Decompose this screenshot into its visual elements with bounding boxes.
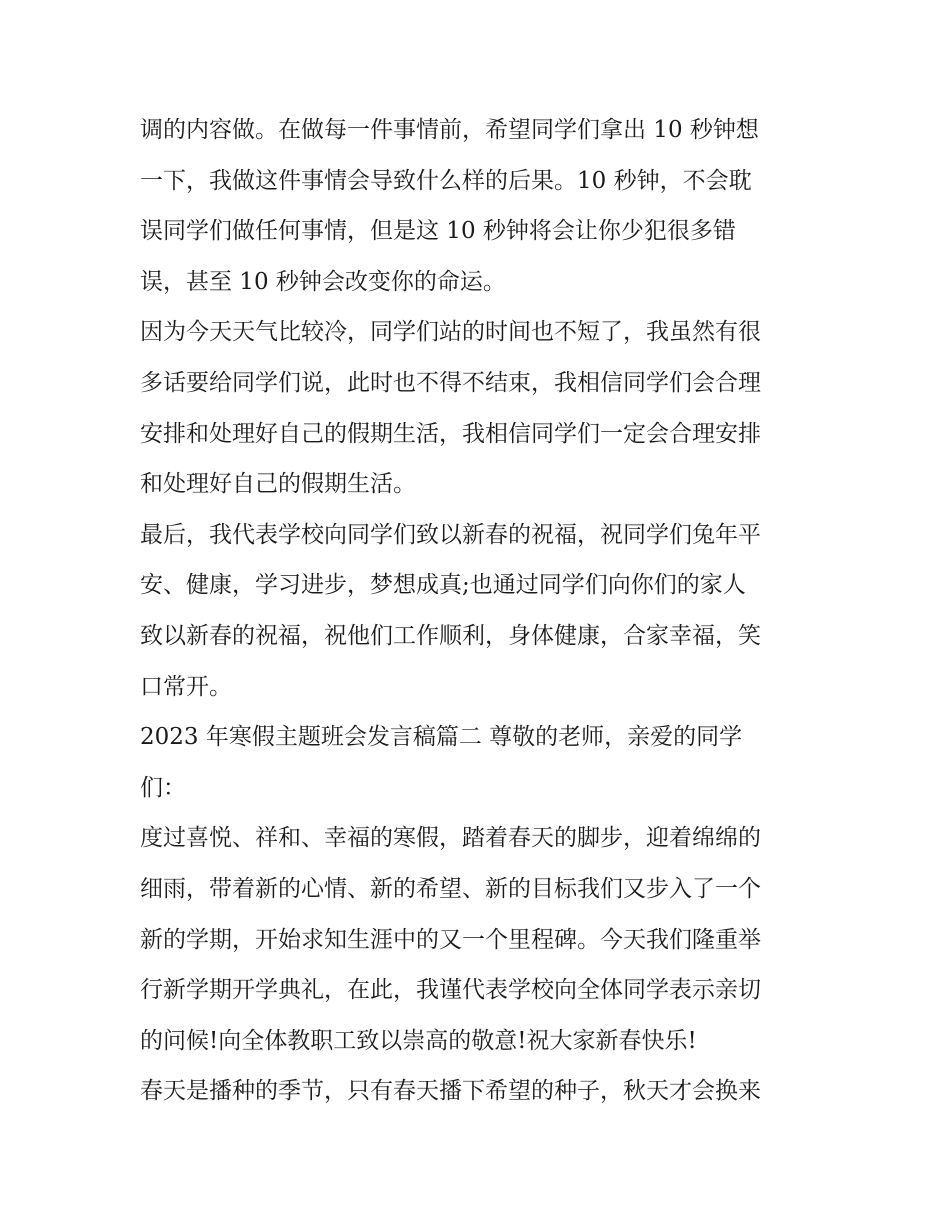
text-line: 误同学们做任何事情，但是这 10 秒钟将会让你少犯很多错 — [140, 218, 736, 245]
text-line: 一下，我做这件事情会导致什么样的后果。10 秒钟，不会耽 — [140, 167, 752, 194]
text-line: 误，甚至 10 秒钟会改变你的命运。 — [140, 268, 506, 295]
text-line: 和处理好自己的假期生活。 — [140, 471, 416, 498]
text-line: 安、健康，学习进步，梦想成真;也通过同学们向你们的家人 — [140, 572, 746, 599]
text-line: 行新学期开学典礼，在此，我谨代表学校向全体同学表示亲切 — [140, 977, 761, 1004]
text-line: 春天是播种的季节，只有春天播下希望的种子，秋天才会换来 — [140, 1078, 761, 1105]
text-line: 度过喜悦、祥和、幸福的寒假，踏着春天的脚步，迎着绵绵的 — [140, 825, 761, 852]
text-line: 细雨，带着新的心情、新的希望、新的目标我们又步入了一个 — [140, 875, 761, 902]
text-line: 口常开。 — [140, 673, 232, 700]
text-line: 2023 年寒假主题班会发言稿篇二 尊敬的老师，亲爱的同学 — [140, 724, 743, 751]
text-line: 安排和处理好自己的假期生活，我相信同学们一定会合理安排 — [140, 420, 761, 447]
document-body — [140, 105, 820, 1117]
text-line: 多话要给同学们说，此时也不得不结束，我相信同学们会合理 — [140, 369, 761, 396]
text-line: 因为今天天气比较冷，同学们站的时间也不短了，我虽然有很 — [140, 319, 761, 346]
text-line: 们： — [140, 774, 186, 801]
text-line: 致以新春的祝福，祝他们工作顺利，身体健康，合家幸福，笑 — [140, 622, 761, 649]
text-line: 的问候!向全体教职工致以崇高的敬意!祝大家新春快乐! — [140, 1027, 697, 1054]
text-line: 调的内容做。在做每一件事情前，希望同学们拿出 10 秒钟想 — [140, 117, 759, 143]
text-line: 最后，我代表学校向同学们致以新春的祝福，祝同学们兔年平 — [140, 521, 761, 548]
text-line: 新的学期，开始求知生涯中的又一个里程碑。今天我们隆重举 — [140, 926, 761, 953]
